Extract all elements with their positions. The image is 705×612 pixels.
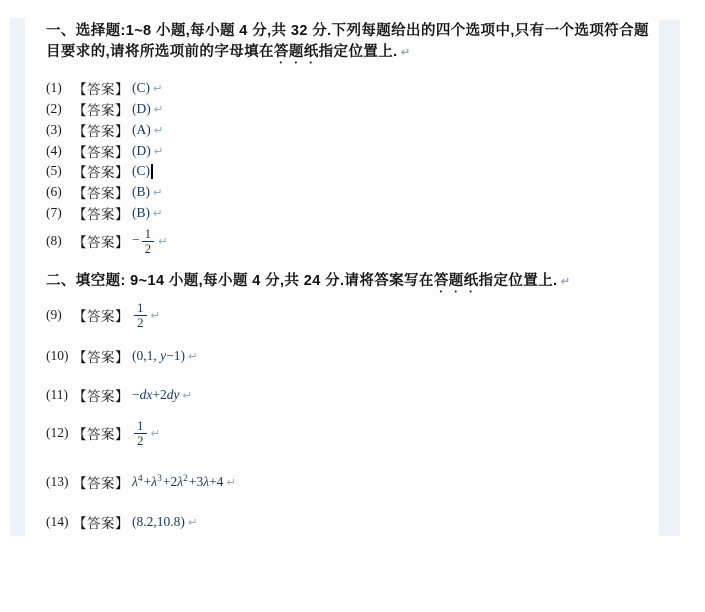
- paragraph-mark-icon: ↵: [153, 81, 163, 95]
- heading-text: 指定位置上.: [318, 44, 398, 60]
- question-number: (8): [46, 233, 62, 248]
- answer-value: (B): [132, 205, 150, 220]
- math-expression: [132, 514, 185, 530]
- page-edge-right: [659, 20, 680, 536]
- paragraph-mark-icon: ↵: [158, 234, 168, 248]
- section2-heading: [46, 269, 571, 296]
- paragraph-mark-icon: ↵: [153, 102, 164, 116]
- question-number: (2): [46, 101, 62, 116]
- fraction-numerator: 1: [134, 301, 147, 316]
- answer-row-4: [46, 141, 163, 161]
- answer-row-7: [46, 203, 163, 223]
- heading-text: 指定位置上.: [478, 273, 558, 289]
- question-number: (1): [46, 80, 62, 95]
- math-token: +: [143, 474, 152, 489]
- paragraph-mark-icon: ↵: [150, 308, 161, 322]
- answer-row-2: [46, 99, 163, 119]
- paragraph-mark-icon: ↵: [153, 206, 163, 220]
- section1-heading-line2: [46, 40, 411, 67]
- section1-heading-line1: [46, 19, 649, 40]
- math-token: (0,1,: [132, 348, 161, 363]
- answer-label: 【答案】: [73, 427, 129, 442]
- fraction-denominator: 2: [137, 432, 144, 448]
- fraction-denominator: 2: [144, 240, 152, 256]
- answer-value: (B): [132, 184, 150, 199]
- paragraph-mark-icon: ↵: [153, 144, 164, 158]
- math-token: −: [132, 387, 140, 402]
- question-number: (10): [46, 348, 69, 363]
- answer-label: 【答案】: [73, 516, 129, 531]
- page-edge-left: [10, 18, 25, 536]
- question-number: (7): [46, 205, 62, 220]
- question-number: (13): [46, 474, 69, 489]
- answer-row-5: [46, 161, 153, 181]
- paragraph-mark-icon: ↵: [187, 515, 198, 529]
- fraction-numerator: 1: [134, 419, 147, 434]
- answer-label: 【答案】: [73, 476, 129, 491]
- math-fraction: [132, 227, 155, 255]
- answer-label: 【答案】: [73, 389, 129, 404]
- paragraph-mark-icon: ↵: [182, 388, 193, 402]
- answer-label: 【答案】: [73, 145, 129, 160]
- question-number: (12): [46, 425, 69, 440]
- answer-row-1: [46, 78, 163, 98]
- paragraph-mark-icon: ↵: [187, 349, 198, 363]
- answer-value: (C): [132, 163, 150, 178]
- answer-value: (D): [132, 143, 151, 158]
- answer-value: (D): [132, 101, 151, 116]
- emphasized-text: 答题纸: [433, 273, 479, 289]
- math-token: y: [160, 348, 167, 363]
- question-number: (14): [46, 514, 69, 529]
- answer-label: 【答案】: [73, 165, 129, 180]
- answer-row-6: [46, 182, 163, 202]
- math-token: λ: [177, 474, 184, 489]
- heading-text: 二、填空题: 9~14 小题,每小题 4 分,共 24 分.请将答案写在: [46, 273, 434, 289]
- answer-label: 【答案】: [73, 309, 129, 324]
- answer-value: (C): [132, 80, 150, 95]
- answer-row-10: [46, 346, 198, 366]
- math-token: dx: [139, 387, 153, 402]
- question-number: (9): [46, 307, 62, 322]
- question-number: (6): [46, 184, 62, 199]
- math-token: +2: [162, 474, 178, 489]
- math-token: 4: [137, 473, 143, 484]
- math-expression: [132, 348, 185, 364]
- answer-row-12: [46, 414, 160, 452]
- fraction-denominator: 2: [137, 314, 144, 330]
- answer-row-9: [46, 296, 160, 334]
- math-token: dy: [166, 387, 180, 402]
- paragraph-mark-icon: ↵: [150, 426, 161, 440]
- math-fraction: [132, 301, 148, 329]
- math-expression: [132, 474, 223, 490]
- math-token: λ: [203, 474, 210, 489]
- answer-row-8: [46, 222, 168, 260]
- question-number: (11): [46, 387, 68, 402]
- math-fraction: [132, 419, 148, 447]
- answer-label: 【答案】: [73, 82, 129, 97]
- emphasized-text: 答题纸: [273, 44, 319, 60]
- paragraph-mark-icon: ↵: [153, 185, 163, 199]
- math-token: (8.2,10.8): [132, 514, 185, 529]
- math-expression: [132, 387, 180, 403]
- answer-label: 【答案】: [73, 103, 129, 118]
- heading-text: 一、选择题:1~8 小题,每小题 4 分,共 32 分.下列每题给出的四个选项中,只有一个选项符合题: [46, 23, 649, 39]
- answer-label: 【答案】: [73, 235, 129, 250]
- math-token: 3: [157, 473, 162, 484]
- answer-row-3: [46, 120, 163, 140]
- heading-text: 目要求的,请将所选项前的字母填在: [46, 44, 274, 60]
- fraction-numerator: 1: [142, 227, 155, 242]
- answer-label: 【答案】: [73, 124, 129, 139]
- math-token: λ: [132, 474, 138, 489]
- text-cursor: [151, 164, 153, 179]
- answer-row-13: [46, 472, 236, 492]
- answer-label: 【答案】: [73, 350, 129, 365]
- math-token: +3: [188, 474, 204, 489]
- answer-label: 【答案】: [73, 186, 129, 201]
- answer-row-14: [46, 512, 198, 532]
- math-token: +4: [209, 474, 224, 489]
- paragraph-mark-icon: ↵: [153, 123, 164, 137]
- question-number: (5): [46, 163, 62, 178]
- math-token: 2: [183, 473, 188, 484]
- math-token: −1): [166, 348, 185, 363]
- math-token: λ: [151, 474, 158, 489]
- minus-sign: −: [132, 232, 140, 248]
- paragraph-mark-icon: ↵: [400, 45, 411, 59]
- answer-row-11: [46, 385, 192, 405]
- question-number: (3): [46, 122, 62, 137]
- question-number: (4): [46, 143, 62, 158]
- math-token: +2: [152, 387, 167, 402]
- answer-label: 【答案】: [73, 207, 129, 222]
- paragraph-mark-icon: ↵: [226, 475, 237, 489]
- paragraph-mark-icon: ↵: [560, 274, 571, 288]
- answer-value: (A): [132, 122, 151, 137]
